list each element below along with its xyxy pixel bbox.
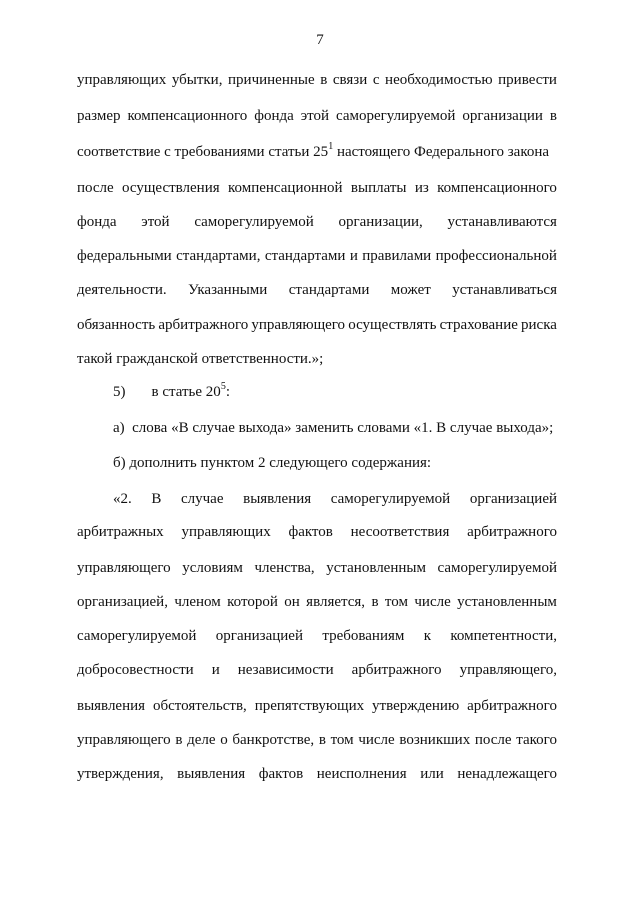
word: и (349, 248, 358, 264)
word: том (384, 594, 408, 610)
list-text: в статье 20 (151, 384, 221, 400)
word: профессиональной (435, 248, 557, 264)
word: или (420, 766, 444, 782)
word: добросовестности (77, 662, 194, 678)
list-number: 5) (113, 384, 126, 400)
word: необходимостью (385, 72, 493, 88)
list-item-b: б) дополнить пунктом 2 следующего содержания: (113, 455, 432, 471)
word: банкротстве, (232, 732, 315, 748)
word: в (371, 594, 379, 610)
body-line-3 (77, 142, 557, 162)
body-line-7 (77, 280, 557, 300)
word: том (330, 732, 354, 748)
word: членом (174, 594, 221, 610)
word: управляющего (77, 732, 171, 748)
word: выявления (77, 698, 146, 714)
quote-line-6 (77, 660, 557, 680)
body-line-9: такой гражданской ответственности.»; (77, 351, 324, 367)
word: стандартами (288, 282, 370, 298)
word: выплаты (350, 180, 407, 196)
quote-line-2 (77, 522, 557, 542)
word: числе (358, 732, 395, 748)
body-line-6 (77, 246, 557, 266)
word: арбитражного (467, 524, 557, 540)
word: установленным (326, 560, 426, 576)
word: правилами (362, 248, 432, 264)
word: саморегулируемой (336, 108, 456, 124)
word: управляющего, (459, 662, 557, 678)
word: к (423, 628, 432, 644)
word: управляющих (77, 72, 167, 88)
word: федеральными (77, 248, 172, 264)
word: саморегулируемой (194, 214, 314, 230)
word: фактов (258, 766, 304, 782)
quote-line-7 (77, 696, 557, 716)
word: деятельности. (77, 282, 167, 298)
body-line-4 (77, 178, 557, 198)
word: арбитражного (158, 317, 249, 333)
word: этой (300, 108, 330, 124)
word: арбитражных (77, 524, 164, 540)
word: выявления (243, 491, 312, 507)
word: из (414, 180, 429, 196)
quote-line-4 (77, 592, 557, 612)
quote-line-9 (77, 764, 557, 784)
quote-line-1 (113, 489, 557, 509)
word: компенсационного (127, 108, 248, 124)
word: осуществления (122, 180, 220, 196)
word: ненадлежащего (457, 766, 557, 782)
word: «2. (113, 491, 132, 507)
word: саморегулируемой (437, 560, 557, 576)
line-text: настоящего Федерального закона (333, 144, 550, 160)
word: В (151, 491, 162, 507)
word: устанавливаются (447, 214, 557, 230)
superscript: 5 (220, 381, 226, 392)
word: размер (77, 108, 121, 124)
word: связи (332, 72, 368, 88)
body-line-1 (77, 70, 557, 90)
word: управляющего (251, 317, 346, 333)
word: в (320, 72, 328, 88)
word: препятствующих (254, 698, 365, 714)
word: фактов (288, 524, 333, 540)
word: привести (498, 72, 557, 88)
word: управляющего (77, 560, 171, 576)
word: стандартами, (176, 248, 261, 264)
body-line-8 (77, 315, 557, 335)
word: после (77, 180, 114, 196)
word: причиненные (228, 72, 315, 88)
word: этой (141, 214, 170, 230)
quote-line-5 (77, 626, 557, 646)
page-number: 7 (316, 32, 324, 48)
word: выявления (177, 766, 246, 782)
word: организации (462, 108, 543, 124)
word: убытки, (171, 72, 223, 88)
list-item-a: а) слова «В случае выхода» заменить словами «1. В случае выхода»; (113, 420, 554, 436)
word: случае (180, 491, 224, 507)
list-colon: : (225, 384, 230, 400)
word: утверждению (372, 698, 460, 714)
word: которой (227, 594, 278, 610)
word: арбитражного (351, 662, 442, 678)
superscript: 1 (328, 141, 334, 152)
word: такого (516, 732, 557, 748)
word: может (390, 282, 431, 298)
word: фонда (254, 108, 294, 124)
word: и (211, 662, 220, 678)
word: фонда (77, 214, 117, 230)
line-text: соответствие с требованиями статьи 25 (77, 144, 329, 160)
word: саморегулируемой (330, 491, 451, 507)
word: компенсационного (437, 180, 557, 196)
word: компетентности, (450, 628, 557, 644)
word: в (175, 732, 183, 748)
word: Указанными (188, 282, 268, 298)
word: компенсационной (227, 180, 343, 196)
word: несоответствия (350, 524, 450, 540)
quote-line-3 (77, 558, 557, 578)
word: обязанность (77, 317, 156, 333)
quote-line-8 (77, 730, 557, 750)
word: он (284, 594, 300, 610)
word: организацией (215, 628, 303, 644)
word: устанавливаться (452, 282, 557, 298)
word: условиям (182, 560, 243, 576)
word: неисполнения (316, 766, 407, 782)
word: осуществлять (348, 317, 437, 333)
word: о (220, 732, 228, 748)
word: с (372, 72, 380, 88)
word: в (549, 108, 557, 124)
word: числе (414, 594, 451, 610)
word: страхование (439, 317, 518, 333)
word: организацией, (77, 594, 168, 610)
word: арбитражного (467, 698, 557, 714)
word: саморегулируемой (77, 628, 197, 644)
word: после (474, 732, 512, 748)
list-item-5 (113, 382, 230, 402)
word: членства, (254, 560, 315, 576)
word: установленным (457, 594, 557, 610)
word: организацией (469, 491, 557, 507)
word: в (318, 732, 326, 748)
body-line-5 (77, 212, 557, 232)
word: требованиям (322, 628, 405, 644)
word: риска (521, 317, 557, 333)
word: утверждения, (77, 766, 164, 782)
word: организации, (338, 214, 423, 230)
word: обстоятельств, (152, 698, 247, 714)
word: деле (187, 732, 216, 748)
word: стандартами (264, 248, 346, 264)
word: является, (306, 594, 366, 610)
word: управляющих (181, 524, 271, 540)
word: возникших (399, 732, 471, 748)
body-line-2 (77, 106, 557, 126)
word: независимости (237, 662, 334, 678)
